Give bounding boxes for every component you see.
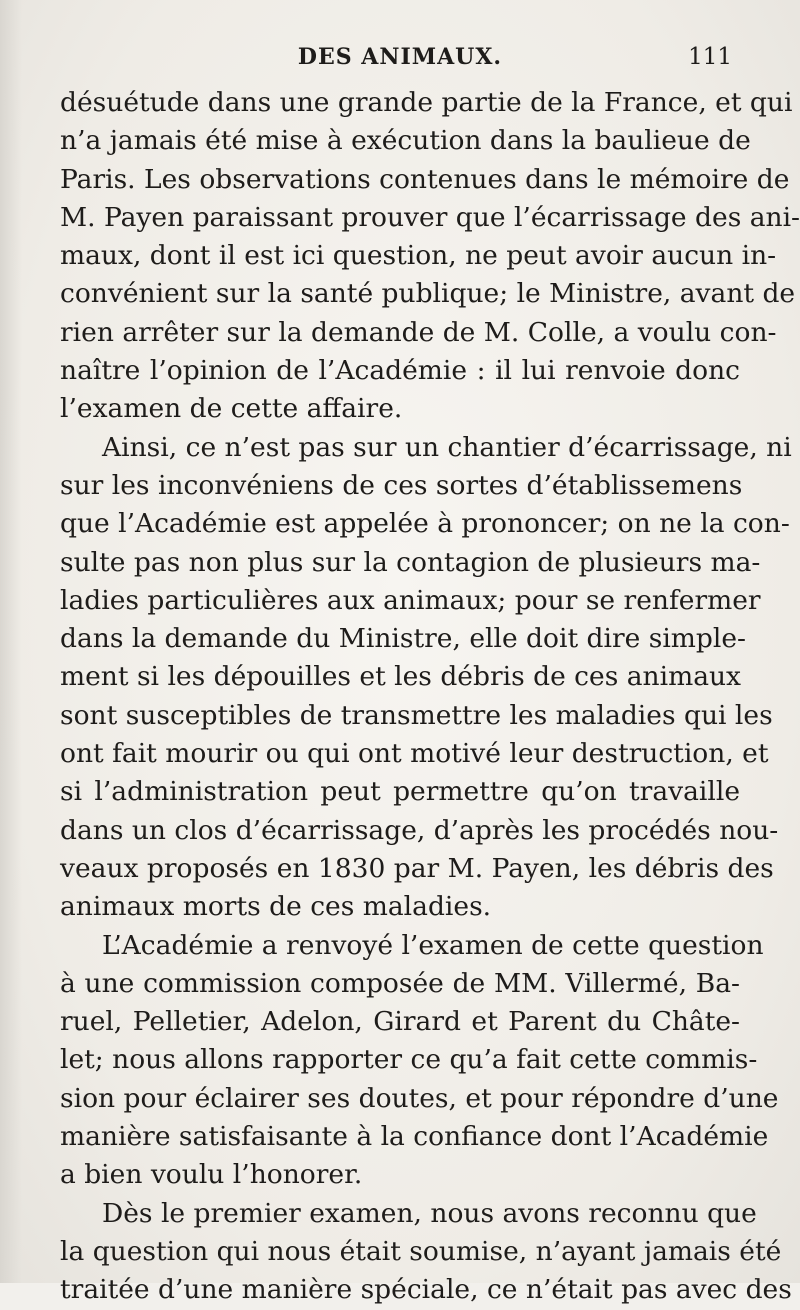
text-line: dans la demande du Ministre, elle doit dire simple-	[60, 623, 747, 655]
paragraph	[60, 429, 792, 927]
text-line: animaux morts de ces maladies.	[60, 891, 492, 923]
body-text	[60, 84, 800, 1310]
text-line: traitée d’une manière spéciale, ce n’était pas avec des	[60, 1274, 792, 1306]
text-line: que l’Académie est appelée à prononcer; on ne la con-	[60, 508, 790, 540]
text-line: manière satisfaisante à la confiance dont l’Académie	[60, 1121, 769, 1153]
text-line: maux, dont il est ici question, ne peut avoir aucun in-	[60, 240, 777, 272]
text-line: convénient sur la santé publique; le Ministre, avant de	[60, 278, 796, 310]
text-line: a bien voulu l’honorer.	[60, 1159, 363, 1191]
page-gutter-shadow	[0, 0, 22, 1283]
paragraph	[60, 84, 800, 429]
text-line: si l’administration peut permettre qu’on travaille	[60, 776, 740, 808]
text-line: veaux proposés en 1830 par M. Payen, les débris des	[60, 852, 774, 884]
text-line: Paris. Les observations contenues dans le mémoire de	[60, 163, 790, 195]
text-line: dans un clos d’écarrissage, d’après les procédés nou-	[60, 814, 779, 846]
paragraph	[60, 1195, 792, 1310]
text-line: L’Académie a renvoyé l’examen de cette question	[102, 929, 764, 961]
page-number: 111	[688, 44, 732, 70]
text-line: naître l’opinion de l’Académie : il lui renvoie donc	[60, 355, 740, 387]
text-line: M. Payen paraissant prouver que l’écarrissage des ani-	[60, 201, 800, 233]
text-line: sion pour éclairer ses doutes, et pour répondre d’une	[60, 1082, 779, 1114]
text-line: Ainsi, ce n’est pas sur un chantier d’écarrissage, ni	[102, 431, 792, 463]
running-head	[60, 44, 740, 74]
text-line: let; nous allons rapporter ce qu’a fait cette commis-	[60, 1044, 758, 1076]
running-title: DES ANIMAUX.	[297, 44, 503, 70]
text-line: ment si les dépouilles et les débris de ces animaux	[60, 661, 742, 693]
text-line: n’a jamais été mise à exécution dans la baulieue de	[60, 125, 751, 157]
text-line: l’examen de cette affaire.	[60, 393, 403, 425]
text-line: rien arrêter sur la demande de M. Colle, a voulu con-	[60, 316, 777, 348]
text-line: sont susceptibles de transmettre les maladies qui les	[60, 699, 773, 731]
text-line: désuétude dans une grande partie de la France, et qui	[60, 87, 793, 118]
text-line: ladies particulières aux animaux; pour se renfermer	[60, 584, 761, 616]
text-line: sur les inconvéniens de ces sortes d’établissemens	[60, 469, 743, 501]
text-line: à une commission composée de MM. Villermé, Ba-	[60, 967, 740, 999]
text-line: sulte pas non plus sur la contagion de plusieurs ma-	[60, 546, 761, 578]
text-line: Dès le premier examen, nous avons reconnu que	[102, 1197, 757, 1229]
text-line: ruel, Pelletier, Adelon, Girard et Parent du Châte-	[60, 1006, 740, 1038]
paragraph	[60, 927, 779, 1195]
text-line: la question qui nous était soumise, n’ayant jamais été	[60, 1235, 782, 1267]
text-line: ont fait mourir ou qui ont motivé leur destruction, et	[60, 738, 769, 770]
